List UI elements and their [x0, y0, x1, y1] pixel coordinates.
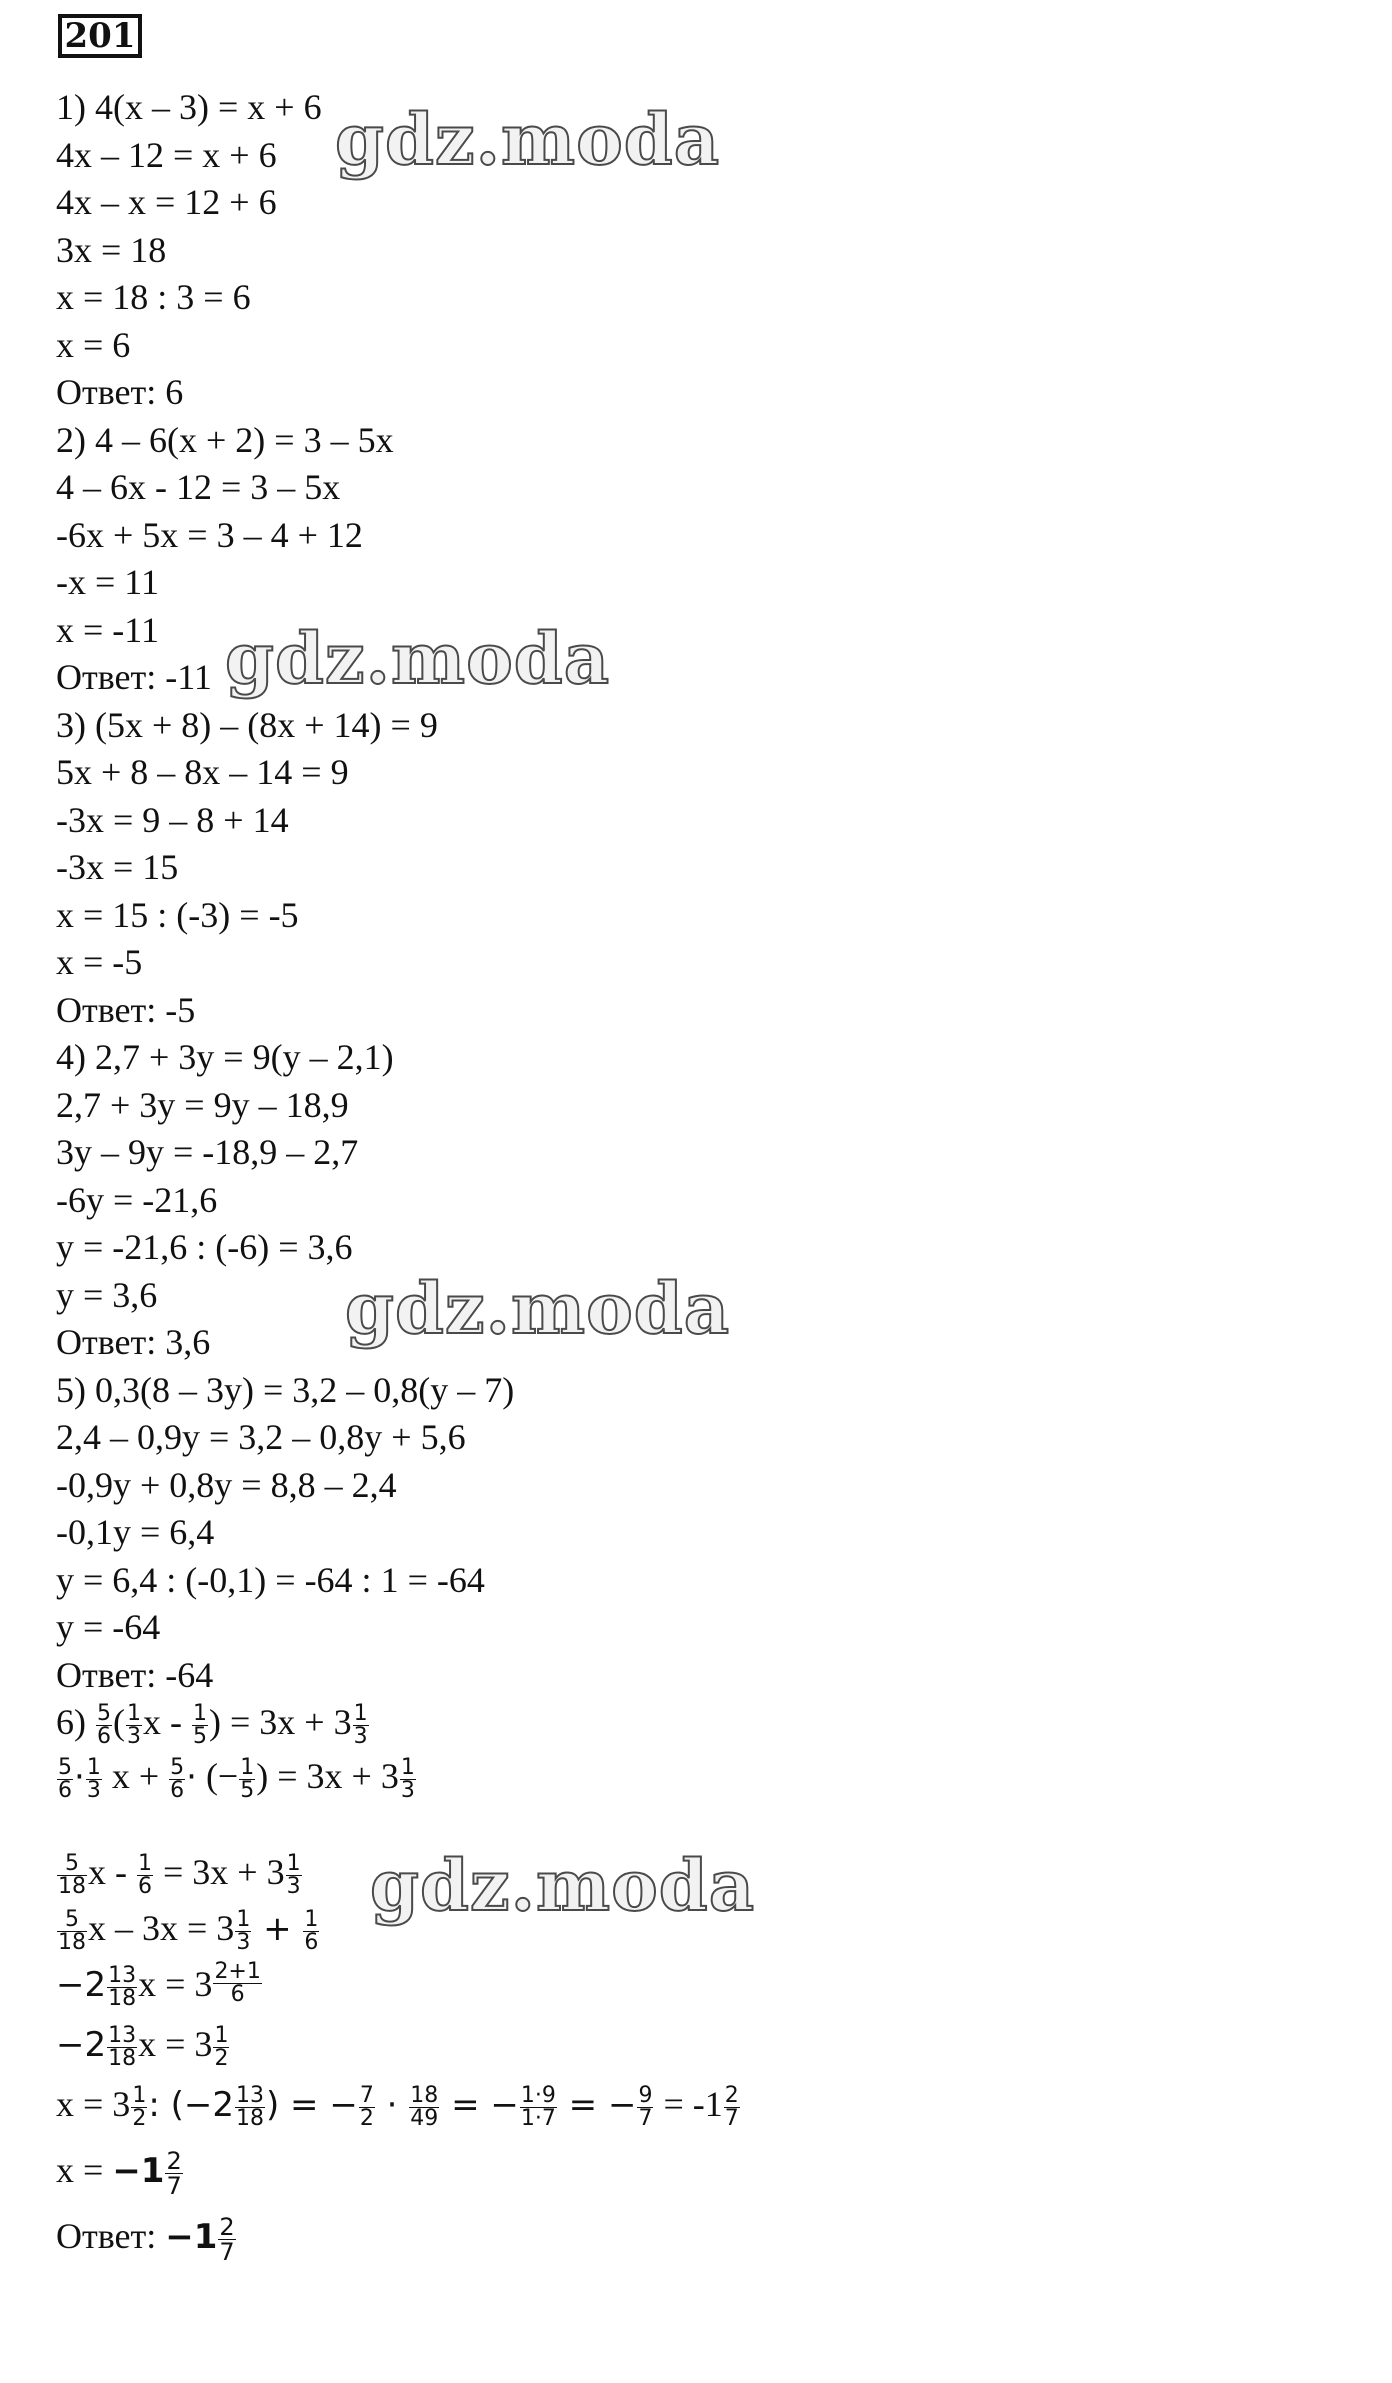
task-number: 201 — [64, 16, 136, 56]
fraction: $\frac{2}{7}$ — [219, 2213, 235, 2267]
fraction: $\frac{7}{2}$ — [359, 2083, 374, 2132]
watermark: gdz.moda — [335, 98, 721, 181]
part2-line: 2) 4 – 6(x + 2) = 3 – 5x — [56, 419, 394, 460]
part4-line: y = -21,6 : (-6) = 3,6 — [56, 1227, 353, 1267]
fraction: $\frac{1}{3}$ — [127, 1701, 141, 1750]
part6-line-3: $\frac{5}{18}$ x - $\frac{1}{6}$ = 3x + 3 $\frac{1}{3}$ — [58, 1851, 301, 1900]
part3-line: x = 15 : (-3) = -5 — [56, 894, 299, 935]
part4-line: 2,7 + 3y = 9y – 18,9 — [56, 1084, 349, 1125]
part1-line: x = 6 — [56, 324, 131, 365]
part2-line: x = -11 — [56, 609, 159, 650]
fraction: $\frac{13}{18}$ — [235, 2083, 264, 2132]
fraction: $\frac{5}{6}$ — [97, 1701, 111, 1750]
watermark: gdz.moda — [345, 1267, 731, 1350]
fraction: $\frac{5}{18}$ — [58, 1907, 86, 1956]
fraction: $\frac{5}{6}$ — [170, 1755, 185, 1804]
fraction: $\frac{1}{2}$ — [214, 2023, 229, 2072]
fraction: $\frac{5}{18}$ — [58, 1851, 86, 1900]
part6-answer: Ответ: −1 $\frac{2}{7}$ — [56, 2213, 235, 2267]
fraction: $\frac{1}{6}$ — [304, 1907, 319, 1956]
part4-line: 4) 2,7 + 3y = 9(y – 2,1) — [56, 1037, 394, 1077]
part6-line-6: −2 $\frac{13}{18}$ x = 3 $\frac{1}{2}$ — [56, 2023, 229, 2072]
part3-line: x = -5 — [56, 942, 143, 982]
part5-line: 2,4 – 0,9y = 3,2 – 0,8y + 5,6 — [56, 1417, 466, 1457]
solution-text — [56, 84, 741, 2279]
fraction: $\frac{1}{3}$ — [86, 1755, 101, 1804]
part4-answer: Ответ: 3,6 — [56, 1322, 211, 1362]
fraction: $\frac{13}{18}$ — [108, 1963, 137, 2012]
part5-line: y = -64 — [56, 1607, 161, 1647]
part3-answer: Ответ: -5 — [56, 989, 196, 1030]
watermark: gdz.moda — [225, 617, 611, 700]
fraction: $\frac{1}{3}$ — [236, 1907, 251, 1956]
fraction: $\frac{1}{5}$ — [193, 1701, 207, 1750]
fraction: $\frac{5}{6}$ — [58, 1755, 72, 1804]
part1-line: 4x – 12 = x + 6 — [56, 134, 277, 175]
fraction: $\frac{9}{7}$ — [638, 2083, 653, 2132]
fraction: $\frac{2}{7}$ — [166, 2147, 182, 2201]
fraction: $\frac{18}{49}$ — [410, 2083, 439, 2132]
part5-line: -0,9y + 0,8y = 8,8 – 2,4 — [56, 1464, 397, 1505]
watermark: gdz.moda — [370, 1844, 756, 1927]
part6-line-2: $\frac{5}{6}$ · $\frac{1}{3}$ x + $\frac{5}{6}$ · (− $\frac{1}{5}$ ) = 3x + 3 $\frac{1}{3}$ — [58, 1755, 415, 1804]
fraction: $\frac{2+1}{6}$ — [214, 1959, 261, 2007]
task-number-box — [58, 14, 142, 58]
part1-line: x = 18 : 3 = 6 — [56, 277, 251, 317]
part3-line: 3) (5x + 8) – (8x + 14) = 9 — [56, 704, 438, 745]
part3-line: -3x = 15 — [56, 847, 179, 887]
part2-answer: Ответ: -11 — [56, 657, 212, 697]
part2-line: 4 – 6x - 12 = 3 – 5x — [56, 467, 341, 507]
part6-line-8: x = −1 $\frac{2}{7}$ — [56, 2147, 182, 2201]
part1-line: 4x – x = 12 + 6 — [56, 182, 277, 222]
part1-answer: Ответ: 6 — [56, 372, 184, 412]
fraction: $\frac{1}{3}$ — [286, 1851, 301, 1900]
part5-line: y = 6,4 : (-0,1) = -64 : 1 = -64 — [56, 1559, 485, 1600]
part2-line: -6x + 5x = 3 – 4 + 12 — [56, 514, 363, 555]
part4-line: 3y – 9y = -18,9 – 2,7 — [56, 1132, 359, 1172]
fraction: $\frac{1\cdot 9}{1\cdot 7}$ — [520, 2083, 556, 2132]
fraction: $\frac{1}{5}$ — [240, 1755, 255, 1804]
part4-line: y = 3,6 — [56, 1274, 158, 1315]
part6-line-7: x = 3 $\frac{1}{2}$ : (−2 $\frac{13}{18}$ ) = − $\frac{7}{2}$ · $\frac{18}{49}$ = − $\frac{1\cdot 9}{1\cdot 7}$ = − $\frac{9}{7}$ = -1 $\frac{2}{7}$ — [56, 2083, 739, 2132]
part1-line: 1) 4(x – 3) = x + 6 — [56, 87, 322, 127]
part5-answer: Ответ: -64 — [56, 1654, 214, 1695]
part6-line-5: −2 $\frac{13}{18}$ x = 3 $\frac{2+1}{6}$ — [56, 1959, 261, 2012]
fraction: $\frac{1}{3}$ — [400, 1755, 415, 1804]
part2-line: -x = 11 — [56, 562, 159, 602]
fraction: $\frac{1}{2}$ — [132, 2083, 147, 2132]
fraction: $\frac{1}{6}$ — [138, 1851, 152, 1900]
part3-line: 5x + 8 – 8x – 14 = 9 — [56, 752, 349, 792]
part3-line: -3x = 9 – 8 + 14 — [56, 799, 289, 840]
fraction: $\frac{1}{3}$ — [353, 1701, 368, 1750]
part1-line: 3x = 18 — [56, 229, 167, 270]
fraction: $\frac{2}{7}$ — [724, 2083, 739, 2132]
part6-line-4: $\frac{5}{18}$ x – 3x = 3 $\frac{1}{3}$ + $\frac{1}{6}$ — [58, 1907, 319, 1956]
part5-line: 5) 0,3(8 – 3y) = 3,2 – 0,8(y – 7) — [56, 1369, 515, 1410]
part5-line: -0,1y = 6,4 — [56, 1512, 215, 1552]
fraction: $\frac{13}{18}$ — [108, 2023, 137, 2072]
part6-line-1: 6) $\frac{5}{6}$ ( $\frac{1}{3}$ x - $\frac{1}{5}$ ) = 3x + 3 $\frac{1}{3}$ — [56, 1701, 368, 1750]
part4-line: -6y = -21,6 — [56, 1179, 218, 1220]
